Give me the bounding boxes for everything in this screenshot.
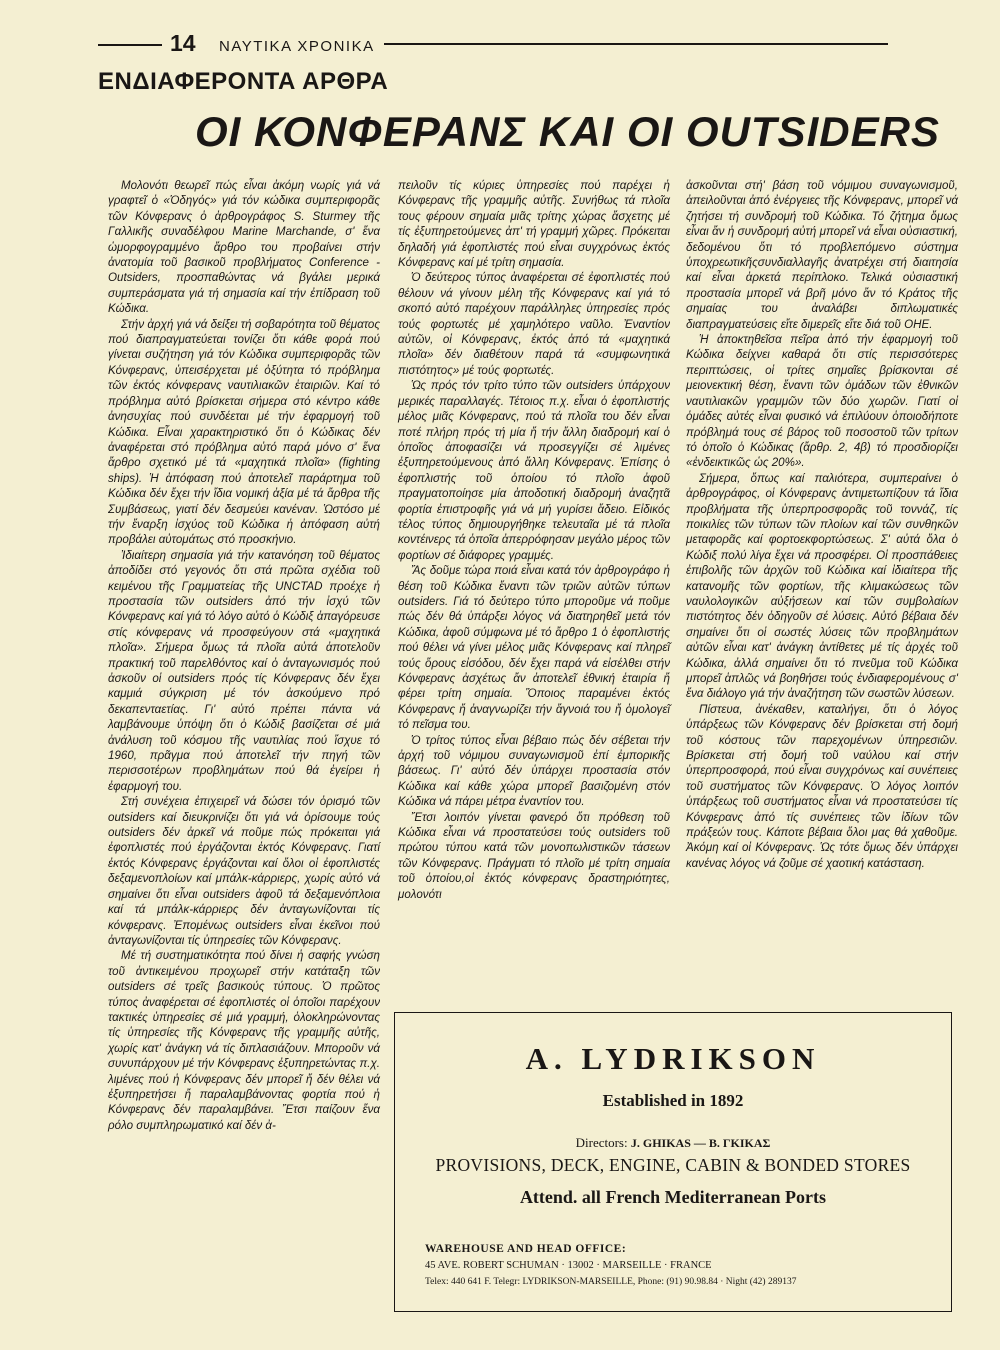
paragraph: Ἔτσι λοιπόν γίνεται φανερό ὅτι πρόθεση τοῦ Κώδικα εἶναι νά προστατεύσει τούς outsiders τοῦ πρώτου τύπου κατά τῶν μονοπωλιστικῶν τάσεων τῶν Κόνφερανς. Πράγματι τό πλοῖο μέ τρίτη σημαία τοῦ ὁποίου,οἱ ἐκτός κόνφερανς δραστηριότητες, μολονότι: [398, 810, 670, 901]
ad-ports: Attend. all French Mediterranean Ports: [519, 1187, 827, 1207]
header-rule-right: [384, 43, 888, 45]
article-column-3: [686, 178, 958, 871]
page-number: 14: [170, 30, 196, 56]
paragraph: Ἄς δοῦμε τώρα ποιά εἶναι κατά τόν ἀρθρογράφο ἡ θέση τοῦ Κώδικα ἔναντι τῶν τριῶν αὐτῶν τύπων outsiders. Γιά τό δεύτερο τύπο μποροῦμε νά ποῦμε πώς δέν θά ὑπάρξει λόγος νά διατηρηθεῖ μετά τόν Κώδικα, ἀφοῦ σύμφωνα μέ τό ἄρθρο 1 ὁ ἐφοπλιστής πού θέλει νά γίνει μέλος μιᾶς Κόνφερανς καί πληρεῖ τούς ὅρους εἰσόδου, δέν ἔχει παρά νά εἰσέλθει στήν Κόνφερανς ἀσχέτως ἄν ἀποτελεῖ ἐθνική ἑταιρία ἤ φέρει τρίτη σημαία. Ὅποιος παραμένει ἐκτός Κόνφερανς ἤ ἀναγνωρίζει τήν ἄγνοιά του ἤ ὁμολογεῖ τό πεῖσμα του.: [398, 564, 670, 732]
paragraph: Μέ τή συστηματικότητα πού δίνει ἡ σαφής γνώση τοῦ ἀντικειμένου προχωρεῖ στήν κατάταξη τῶν outsiders σέ τρεῖς βασικούς τύπους. Ὁ πρῶτος τύπος ἀναφέρεται σέ ἐφοπλιστές οἱ ὁποῖοι παρέχουν τακτικές ὑπηρεσίες σέ μιά γραμμή, ὁλοκληρώνοντας τίς ὑπηρεσίες τῆς Κόνφερανς τῆς γραμμῆς αὐτῆς, χωρίς κατ' ἀνάγκη νά τίς διπλασιάζουν. Μποροῦν νά συνυπάρχουν μέ τήν Κόνφερανς ἐξυπηρετώντας π.χ. λιμένες πού ἡ Κόνφερανς δέν μπορεῖ ἤ δέν θέλει νά ἐξυπηρετήσει ἤ παραλαμβάνοντας φορτία πού ἡ Κόνφερανς δέν παραλαμβάνει. Ἔτσι παίζουν ἕνα ρόλο συμπληρωματικό καί δέν ἀ-: [108, 949, 380, 1132]
ad-established: Established in 1892: [602, 1091, 744, 1110]
paragraph: Στήν ἀρχή γιά νά δείξει τή σοβαρότητα τοῦ θέματος πού διαπραγματεύεται τονίζει ὅτι κάθε φορά πού γίνεται συζήτηση γιά τόν Κώδικα συμπεριφορᾶς τῶν Κόνφερανς, ὑπεισέρχεται μέ ὀξύτητα τό πρόβλημα τῶν ἐκτός κόνφερανς ναυτιλιακῶν ἑταιριῶν. Καί τό πρόβλημα αὐτό βρίσκεται σήμερα στό κέντρο κάθε ἀνησυχίας πού συνδέεται μέ τήν ἐφαρμογή τοῦ Κώδικα. Εἶναι χαρακτηριστικό ὅτι ὁ Κώδικας δέν ἀναφέρεται στό πρόβλημα αὐτό παρά μόνο σ' ἕνα ἄρθρο σχετικό μέ τά «μαχητικά πλοῖα» (fighting ships). Ἡ ἀπόφαση πού ἀποτελεῖ παράρτημα τοῦ Κώδικα δέν ἔχει τήν ἴδια νομική ἀξία μέ τά ἄρθρα τῆς Συμβάσεως, γιατί δέν δεσμεύει κανέναν. Ὡστόσο μέ τήν ἔναρξη ἰσχύος τοῦ Κώδικα ἡ ἀπόφαση αὐτή προβάλει αὐτομάτως στό προσκήνιο.: [108, 317, 380, 547]
paragraph: Ὁ δεύτερος τύπος ἀναφέρεται σέ ἐφοπλιστές πού θέλουν νά γίνουν μέλη τῆς Κόνφερανς καί γιά τό σκοπό αὐτό παρέχουν παράλληλες ὑπηρεσίες πρός τούς φορτωτές μέ χαμηλότερο ναῦλο. Ἐναντίον αὐτῶν, οἱ Κόνφερανς, ἐκτός ἀπό τά «μαχητικά πλοῖα» δέν διαθέτουν παρά τά «συμφωνητικά πιστότητος» μέ τούς φορτωτές.: [398, 271, 670, 377]
paragraph: Ἡ ἀποκτηθεῖσα πεῖρα ἀπό τήν ἐφαρμογή τοῦ Κώδικα δείχνει καθαρά ὅτι στίς περισσότερες περιπτώσεις, οἱ τρίτες σημαῖες βρίσκονται σέ μειονεκτική θέση, ἔναντι τῶν ὁμάδων τῶν ἐθνικῶν ναυτιλιακῶν γραμμῶν τῶν δύο χωρῶν. Γιατί οἱ ὁμάδες αὐτές εἶναι φυσικό νά ἐπιλύουν ὁποιοδήποτε πρόβλημά τους σέ βάρος τοῦ ποσοστοῦ τῶν τρίτων τό ὁποῖο ὁ Κώδικας (ἄρθρ. 2, 4β) τό προσδιορίζει «ἐνδεικτικῶς ὡς 20%».: [686, 333, 958, 470]
paragraph: Ἰδιαίτερη σημασία γιά τήν κατανόηση τοῦ θέματος ἀποδίδει στό γεγονός ὅτι στά πρῶτα σχέδια τοῦ κειμένου τῆς Γραμματείας τῆς UNCTAD προέχε ἡ προστασία τῶν outsiders ἀπό τήν ἰσχύ τῶν Κόνφερανς καί γιά τό λόγο αὐτό ὁ Κώδιξ ἀπαγόρευσε στίς κόνφερανς νά προσφεύγουν στά «μαχητικά πλοῖα». Σήμερα ὅμως τά πλοῖα αὐτά ἀποτελοῦν πρακτική τοῦ παρελθόντος καί ὁ ἀνταγωνισμός πού ἀσκοῦν οἱ outsiders πρός τίς Κόνφερανς δέν ἔχει καμμιά σύγκριση μέ τόν ἀσκούμενο πρό δεκαπενταετίας. Γι' αὐτό πρέπει πάντα νά λαμβάνουμε ὑπόψη ὅτι ὁ Κώδιξ βασίζεται σέ μιά ἀνάλυση τοῦ κόσμου τῆς ναυτιλίας πού ἴσχυε τό 1960, πρᾶγμα πού ἀποτελεῖ τήν πηγή τῶν περισσοτέρων προβλημάτων πού θά ἐγείρει ἡ ἐφαρμογή του.: [108, 548, 380, 793]
header-rule-left: [98, 44, 162, 46]
ad-company-name: A. LYDRIKSON: [525, 1041, 821, 1076]
advertisement-box: [394, 1012, 952, 1312]
ad-address: 45 AVE. ROBERT SCHUMAN · 13002 · MARSEILLE · FRANCE: [425, 1260, 712, 1271]
ad-directors-names: J. GHIKAS — Β. ΓΚΙΚΑΣ: [630, 1136, 771, 1150]
ad-office-label: WAREHOUSE AND HEAD OFFICE:: [425, 1243, 627, 1255]
article-column-1: [108, 178, 380, 1133]
section-heading: ΕΝΔΙΑΦΕΡΟΝΤΑ ΑΡΘΡΑ: [98, 68, 389, 95]
paragraph: Σήμερα, ὅπως καί παλιότερα, συμπεραίνει ὁ ἀρθρογράφος, οἱ Κόνφερανς ἀντιμετωπίζουν τά ἴδια προβλήματα τῆς ὑπερπροσφορᾶς τοῦ τοννάζ, τίς ποικιλίες τῶν τύπων τῶν πλοίων καί τῶν συνθηκῶν μεταφορᾶς καί φορτοεκφορτώσεως. Σ' αὐτά ὅλα ὁ Κώδιξ πολύ λίγα ἔχει νά προσφέρει. Οἱ προσπάθειες ἐπιβολῆς τῶν ἀρχῶν τοῦ Κώδικα καί ἰδιαίτερα τῆς κατανομῆς τῶν φορτίων, τῆς κλιμακώσεως τῶν ναυλολογικῶν αὐξήσεων καί τῶν συμβολαίων πιστότητος δέν ὁδηγοῦν σέ λύσεις. Αὐτό βέβαια δέν σημαίνει ὅτι οἱ σωστές λύσεις τῶν προβλημάτων αὐτῶν εἶναι κατ' ἀνάγκη ἀντίθετες μέ τίς ἀρχές τοῦ Κώδικα, ἀλλά σημαίνει ὅτι τό πνεῦμα τοῦ Κώδικα μπορεῖ ἁπλῶς νά βοηθήσει τούς ἐνδιαφερομένους σ' ἕνα διάλογο γιά τήν ἀναζήτηση τῶν σωστῶν λύσεων.: [686, 471, 958, 701]
paragraph: Ὡς πρός τόν τρίτο τύπο τῶν outsiders ὑπάρχουν μερικές παραλλαγές. Τέτοιος π.χ. εἶναι ὁ ἐφοπλιστής μέλος μιᾶς Κόνφερανς, πού τά πλοῖα του δέν εἶναι ποτέ πλήρη πρός τή μία ἤ τήν ἄλλη διαδρομή καί ὁ ὁποῖος ἀποφασίζει νά προσεγγίζει σέ λιμένες ἐξυπηρετούμενους ἀπό ἄλλη Κόνφερανς. Ἐπίσης ὁ ἐφοπλιστής τοῦ ὁποίου τό πλοῖο ἀφοῦ πραγματοποίησε μία ἀποδοτική διαδρομή ἀναζητᾶ φορτία ἐπιστροφῆς γιά νά μή γυρίσει ἄδειο. Εἰδικός τέλος τύπος δημιουργήθηκε τελευταῖα μέ τά πλοῖα κοντέινερς τά ὁποῖα ἀπερρόφησαν μεγάλο μέρος τῶν φορτίων σέ διάφορες γραμμές.: [398, 379, 670, 562]
paragraph: ἀσκοῦνται στή' βάση τοῦ νόμιμου συναγωνισμοῦ, ἀπειλοῦνται ἀπό ἐνέργειες τῆς Κόνφερανς, μπορεῖ νά ζητήσει τή συνδρομή τοῦ Κώδικα. Τό ζήτημα ὅμως εἶναι ἄν ἡ συνδρομή αὐτή μπορεῖ νά εἶναι οὐσιαστική, δεδομένου ὅτι τό προβλεπόμενο σύστημα ὑποχρεωτικῆςσυνδιαλλαγῆς ἀνατρέχει στή διαιτησία καί εἶναι ἀρκετά περίπλοκο. Τελικά οὐσιαστική προστασία μπορεῖ νά βρῆ μόνο ἄν τό Κράτος τῆς σημαίας του ἀναλάβει διπλωματικές διαπραγματεύσεις εἴτε διμερεῖς εἴτε διά τοῦ ΟΗΕ.: [686, 179, 958, 331]
paragraph: Μολονότι θεωρεῖ πώς εἶναι ἀκόμη νωρίς γιά νά γραφτεῖ ὁ «Ὁδηγός» γιά τόν κώδικα συμπεριφορᾶς τῶν Κόνφερανς ὁ ἀρθρογράφος S. Sturmey τῆς Γαλλικῆς συναδέλφου Marine Marchande, σ' ἕνα ὡμορφογραμμένο ἄρθρο του προβαίνει στήν ἀνατομία τοῦ βασικοῦ προβλήματος Conference - Outsiders, προσπαθώντας νά βγάλει μερικά συμπεράσματα γιά τή σημασία καί τήν ἐπίδραση τοῦ Κώδικα.: [108, 179, 380, 316]
article-title: ΟΙ ΚΟΝΦΕΡΑΝΣ ΚΑΙ ΟΙ OUTSIDERS: [195, 108, 940, 155]
magazine-name: ΝΑΥΤΙΚΑ ΧΡΟΝΙΚΑ: [219, 38, 375, 55]
ad-directors: [395, 1135, 951, 1151]
paragraph: πειλοῦν τίς κύριες ὑπηρεσίες πού παρέχει ἡ Κόνφερανς τῆς γραμμῆς αὐτῆς. Συνήθως τά πλοῖα τους φέρουν σημαία μιᾶς τρίτης χώρας ἄσχετης μέ τίς ἐξυπηρετούμενες ἀπ' τή γραμμή χῶρες. Πρόκειται δηλαδή γιά ἐφοπλιστές πού εἶναι συγχρόνως ἐκτός Κόνφερανς καί μέ τρίτη σημασία.: [398, 179, 670, 270]
article-column-2: [398, 178, 670, 902]
ad-provisions: PROVISIONS, DECK, ENGINE, CABIN & BONDED STORES: [435, 1155, 911, 1175]
ad-contacts: Telex: 440 641 F. Telegr: LYDRIKSON-MARSEILLE, Phone: (91) 90.98.84 · Night (42) 289137: [425, 1277, 797, 1287]
paragraph: Στή συνέχεια ἐπιχειρεῖ νά δώσει τόν ὁρισμό τῶν outsiders καί διευκρινίζει ὅτι γιά νά ὁρίσουμε τούς outsiders δέν ἀρκεῖ νά ποῦμε πώς πρόκειται γιά ἐφοπλιστές πού ἐργάζονται ἐκτός Κόνφερανς. Γιατί ἐκτός Κόνφερανς ἐργάζονται καί ὅλοι οἱ ἐφοπλιστές δεξαμενοπλοίων καί μπάλκ-κάρριερς, χωρίς αὐτό νά σημαίνει ὅτι εἶναι outsiders ἀφοῦ τά δεξαμενόπλοια καί τά μπάλκ-κάρριερς δέν ἀνταγωνίζονται τίς κόνφερανς. Ἐπομένως outsiders εἶναι ἐκεῖνοι πού ἀνταγωνίζονται τίς ὑπηρεσίες τῶν Κόνφερανς.: [108, 795, 380, 947]
ad-directors-label: Directors:: [575, 1135, 628, 1150]
paragraph: Ὁ τρίτος τύπος εἶναι βέβαιο πώς δέν σέβεται τήν ἀρχή τοῦ νόμιμου συναγωνισμοῦ ἐπί ἐμπορικῆς βάσεως. Γι' αὐτό δέν ὑπάρχει προστασία στόν Κώδικα καί κάθε χώρα μπορεῖ βασιζομένη στόν Κώδικα νά πάρει μέτρα ἐναντίον του.: [398, 733, 670, 809]
paragraph: Πίστευα, ἀνέκαθεν, καταλήγει, ὅτι ὁ λόγος ὑπάρξεως τῶν Κόνφερανς δέν βρίσκεται στή δομή τοῦ κόστους τῶν παρεχομένων ὑπηρεσιῶν. Βρίσκεται στή δομή τοῦ ναύλου καί στήν ὑπερπροσφορά, πού εἶναι συγχρόνως καί συνέπειες τοῦ συστήματος τῶν Κόνφερανς. Ὁ λόγος λοιπόν ὑπάρξεως τοῦ συστήματος εἶναι νά προστατεύσει τίς Κόνφερανς ἀπό τίς συνέπειες τῶν ἰδίων τῶν πράξεών τους. Κάποτε βέβαια ὅλοι μας θά χαθοῦμε. Ἀκόμη καί οἱ Κόνφερανς. Ὡς τότε ὅμως δέν ὑπάρχει κανένας λόγος νά ζοῦμε σέ χαοτική κατάσταση.: [686, 702, 958, 870]
